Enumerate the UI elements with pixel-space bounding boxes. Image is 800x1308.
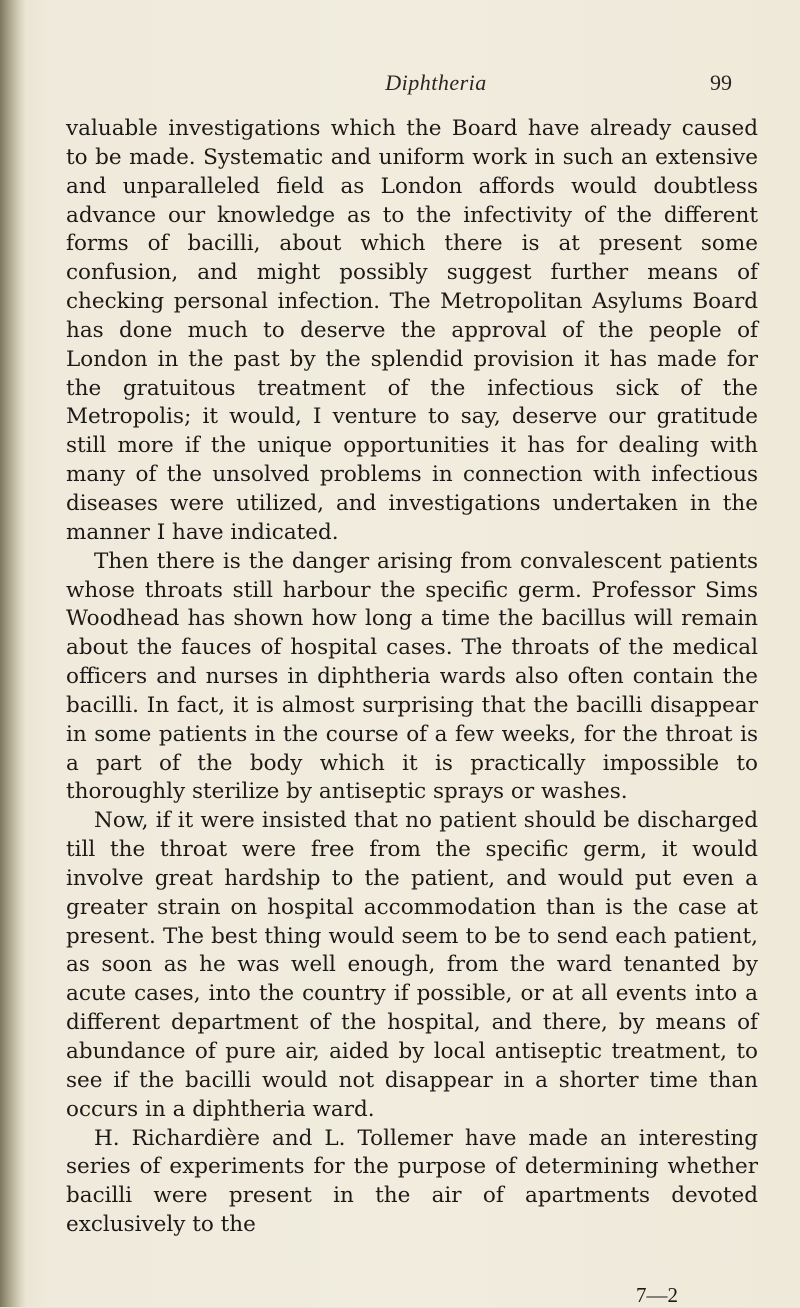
signature-mark: 7—2 <box>636 1283 678 1307</box>
binding-shadow <box>0 0 26 1307</box>
paragraph: Now, if it were insisted that no patient should be discharged till the throat were free from the specific germ, it would involve great hardship to the patient, and would put even a greater strain on hospital accommodation than is the case at present. The best thing would seem to be to send each patient, as soon as he was well enough, from the ward tenanted by acute cases, into the country if possible, or at all events into a different department of the hospital, and there, by means of abundance of pure air, aided by local antiseptic treatment, to see if the bacilli would not disappear in a shorter time than occurs in a diphtheria ward. <box>66 808 758 1122</box>
paragraph: valuable investigations which the Board have already caused to be made. Systematic and uniform work in such an extensive and unparalleled field as London affords would doubtless advance our knowledge as to the infectivity of the different forms of bacilli, about which there is at present some confusion, and might possibly suggest further means of checking personal infection. The Metropolitan Asylums Board has done much to deserve the approval of the people of London in the past by the splendid provision it has made for the gratuitous treatment of the infectious sick of the Metropolis; it would, I venture to say, deserve our gratitude still more if the unique opportunities it has for dealing with many of the unsolved problems in connection with infectious diseases were utilized, and investigations undertaken in the manner I have indicated. <box>66 116 758 545</box>
body-text <box>66 115 758 1240</box>
page-header <box>66 64 760 104</box>
page-number: 99 <box>710 70 732 95</box>
running-title: Diphtheria <box>385 70 487 95</box>
paragraph: H. Richardière and L. Tollemer have made an interesting series of experiments for the purpose of determining whether bacilli were present in the air of apartments devoted exclusively to the <box>66 1125 758 1238</box>
paragraph: Then there is the danger arising from convalescent patients whose throats still harbour the specific germ. Professor Sims Woodhead has shown how long a time the bacillus will remain about the fauces of hospital cases. The throats of the medical officers and nurses in diphtheria wards also often contain the bacilli. In fact, it is almost surprising that the bacilli disappear in some patients in the course of a few weeks, for the throat is a part of the body which it is practically impossible to thoroughly sterilize by antiseptic sprays or washes. <box>66 548 758 805</box>
